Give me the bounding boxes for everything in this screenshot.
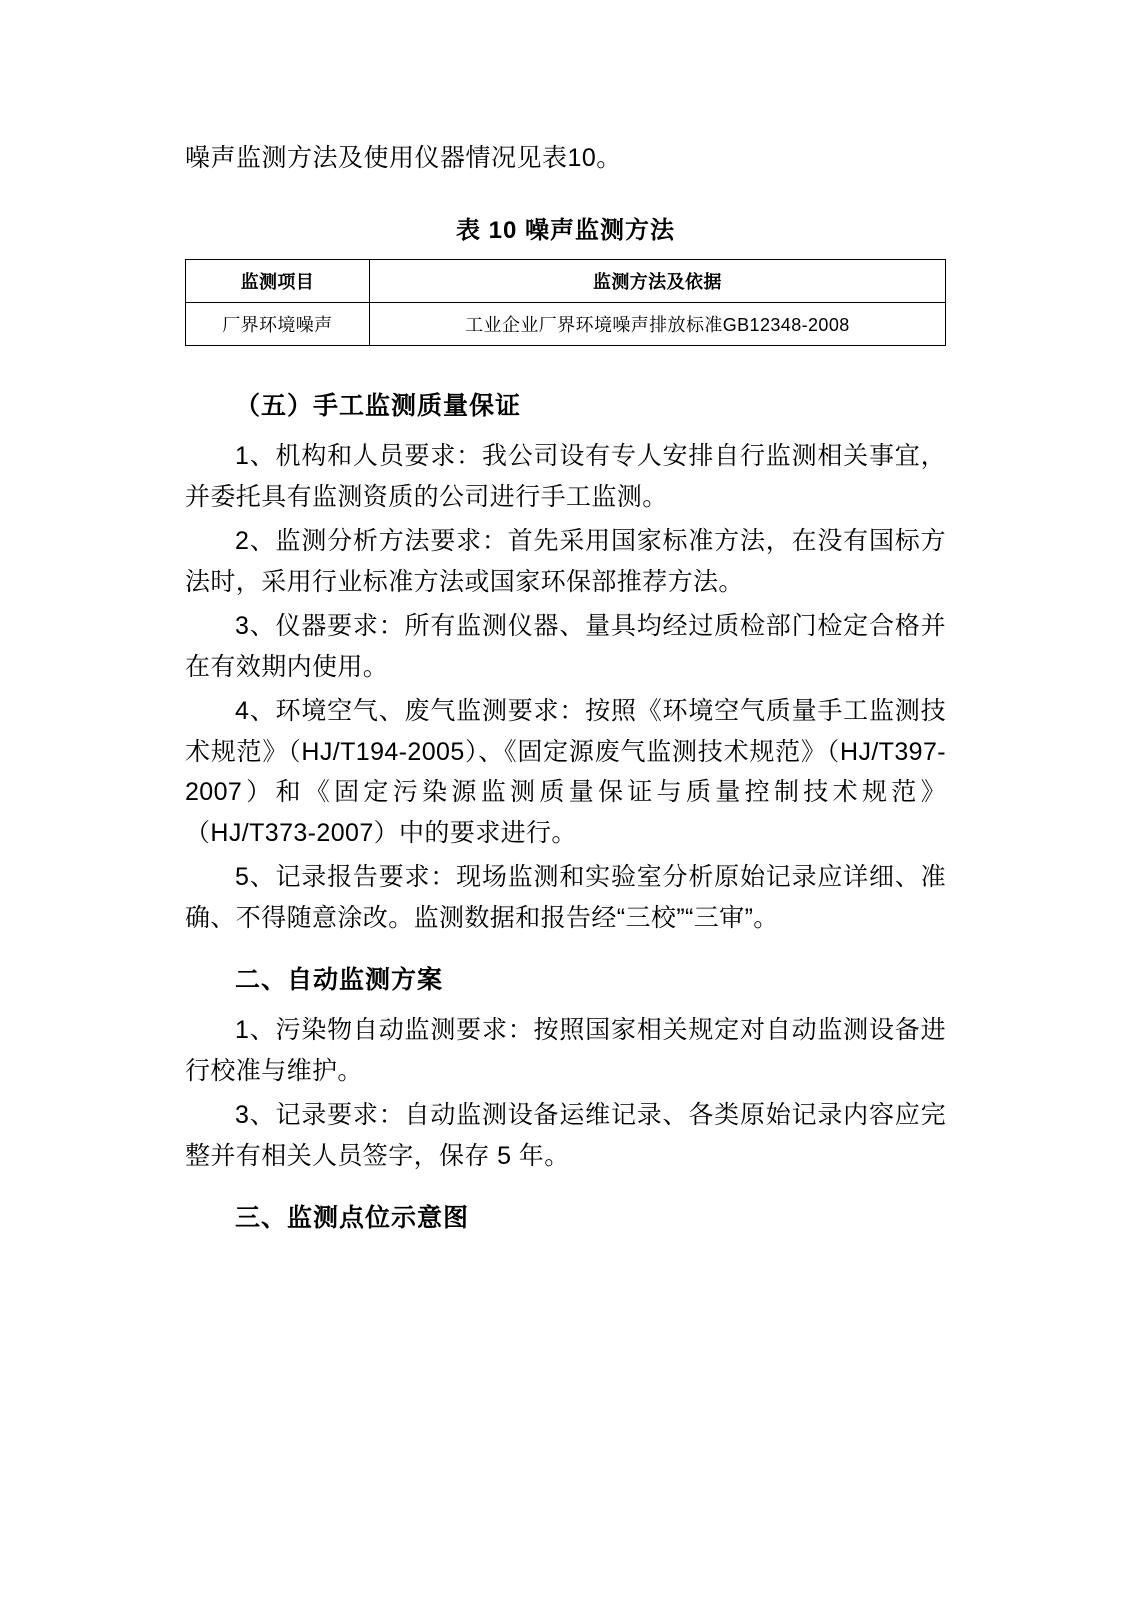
paragraph-pollutant-automatic-requirement: 1、污染物自动监测要求：按照国家相关规定对自动监测设备进行校准与维护。: [185, 1016, 946, 1085]
table-header-cell-item: 监测项目: [186, 260, 370, 303]
paragraph-instrument-requirement: 3、仪器要求：所有监测仪器、量具均经过质检部门检定合格并在有效期内使用。: [185, 612, 946, 681]
paragraph-record-report-requirement: 5、记录报告要求：现场监测和实验室分析原始记录应详细、准确、不得随意涂改。监测数据和报告经“三校”“三审”。: [185, 863, 946, 932]
paragraph-analysis-method-requirement: 2、监测分析方法要求：首先采用国家标准方法，在没有国标方法时，采用行业标准方法或国家环保部推荐方法。: [185, 527, 946, 596]
lead-paragraph: 噪声监测方法及使用仪器情况见表10。: [185, 144, 622, 172]
table-header-row: [186, 260, 946, 303]
table-caption: 表 10 噪声监测方法: [455, 217, 676, 245]
table-header-cell-method: 监测方法及依据: [369, 260, 945, 303]
paragraph-air-waste-gas-requirement: 4、环境空气、废气监测要求：按照《环境空气质量手工监测技术规范》（HJ/T194-2005）、《固定源废气监测技术规范》（HJ/T397-2007）和《固定污染源监测质量保证与质量控制技术规范》（HJ/T373-2007）中的要求进行。: [185, 697, 946, 847]
paragraph-personnel-requirement: 1、机构和人员要求：我公司设有专人安排自行监测相关事宜，并委托具有监测资质的公司进行手工监测。: [185, 442, 946, 511]
section-heading-quality-assurance: （五）手工监测质量保证: [235, 392, 522, 421]
noise-monitoring-table: [185, 259, 946, 346]
table-cell-item: 厂界环境噪声: [186, 303, 370, 346]
table-cell-method: 工业企业厂界环境噪声排放标准GB12348-2008: [369, 303, 945, 346]
table-row: [186, 303, 946, 346]
section-heading-automatic-monitoring: 二、自动监测方案: [235, 966, 444, 995]
section-heading-monitoring-points-diagram: 三、监测点位示意图: [235, 1204, 470, 1233]
paragraph-record-requirement: 3、记录要求：自动监测设备运维记录、各类原始记录内容应完整并有相关人员签字，保存 5 年。: [185, 1101, 946, 1170]
